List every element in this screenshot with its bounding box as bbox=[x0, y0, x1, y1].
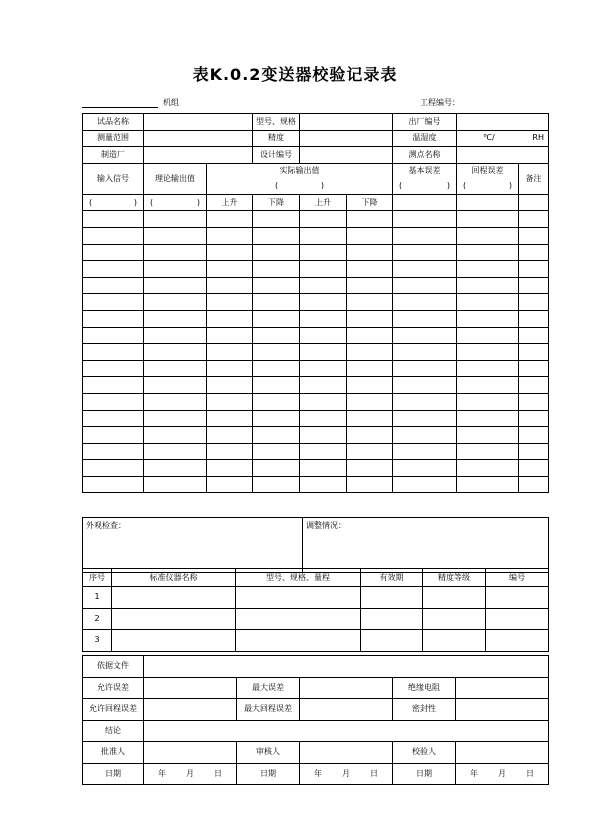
date-value-1[interactable]: 年 月 日 bbox=[144, 763, 237, 785]
standards-row-no: 1 bbox=[83, 587, 112, 609]
data-cell[interactable] bbox=[457, 377, 519, 394]
data-cell[interactable] bbox=[519, 443, 549, 460]
data-cell[interactable] bbox=[347, 476, 393, 493]
insulation-label: 绝缘电阻 bbox=[393, 677, 456, 699]
data-cell[interactable] bbox=[347, 310, 393, 327]
up-header-1: 上升 bbox=[207, 194, 253, 211]
data-cell[interactable] bbox=[300, 211, 347, 228]
data-cell[interactable] bbox=[83, 261, 144, 278]
data-cell[interactable] bbox=[393, 310, 457, 327]
standards-header: 型号、规格、量程 bbox=[236, 569, 361, 587]
data-cell[interactable] bbox=[207, 277, 253, 294]
data-cell[interactable] bbox=[300, 277, 347, 294]
data-cell[interactable] bbox=[300, 427, 347, 444]
approver-label: 批准人 bbox=[83, 742, 144, 764]
reviewer-value[interactable] bbox=[300, 742, 393, 764]
data-cell[interactable] bbox=[393, 427, 457, 444]
data-cell[interactable] bbox=[253, 277, 300, 294]
data-cell[interactable] bbox=[457, 393, 519, 410]
data-cell[interactable] bbox=[144, 277, 207, 294]
standards-row bbox=[83, 608, 549, 630]
data-cell[interactable] bbox=[519, 360, 549, 377]
data-cell[interactable] bbox=[393, 460, 457, 477]
data-cell[interactable] bbox=[457, 294, 519, 311]
data-cell[interactable] bbox=[207, 310, 253, 327]
data-cell[interactable] bbox=[83, 327, 144, 344]
data-cell[interactable] bbox=[253, 327, 300, 344]
data-cell[interactable] bbox=[393, 277, 457, 294]
data-cell[interactable] bbox=[144, 294, 207, 311]
standards-row-no: 3 bbox=[83, 630, 112, 652]
data-cell[interactable] bbox=[207, 377, 253, 394]
design-no-label: 设计编号 bbox=[253, 147, 300, 164]
data-cell[interactable] bbox=[519, 261, 549, 278]
data-cell[interactable] bbox=[457, 460, 519, 477]
standards-cell[interactable] bbox=[486, 608, 549, 630]
table-row bbox=[83, 327, 549, 344]
data-cell[interactable] bbox=[300, 377, 347, 394]
table-row bbox=[83, 460, 549, 477]
table-row bbox=[83, 427, 549, 444]
data-cell[interactable] bbox=[519, 277, 549, 294]
data-cell[interactable] bbox=[347, 277, 393, 294]
data-cell[interactable] bbox=[253, 427, 300, 444]
standards-header: 标准仪器名称 bbox=[112, 569, 236, 587]
standards-cell[interactable] bbox=[361, 630, 423, 652]
data-cell[interactable] bbox=[83, 310, 144, 327]
data-cell[interactable] bbox=[253, 227, 300, 244]
data-cell[interactable] bbox=[347, 227, 393, 244]
data-cell[interactable] bbox=[144, 211, 207, 228]
table-row bbox=[83, 443, 549, 460]
data-cell[interactable] bbox=[207, 244, 253, 261]
data-cell[interactable] bbox=[347, 360, 393, 377]
sealing-value[interactable] bbox=[456, 699, 549, 721]
data-cell[interactable] bbox=[519, 476, 549, 493]
sample-name-value[interactable] bbox=[144, 114, 253, 131]
standards-cell[interactable] bbox=[236, 630, 361, 652]
table-row bbox=[83, 294, 549, 311]
standards-header: 有效期 bbox=[361, 569, 423, 587]
data-cell[interactable] bbox=[393, 410, 457, 427]
factory-no-label: 出厂编号 bbox=[393, 114, 457, 131]
data-cell[interactable] bbox=[347, 344, 393, 361]
data-cell[interactable] bbox=[519, 294, 549, 311]
data-cell[interactable] bbox=[393, 377, 457, 394]
data-cell[interactable] bbox=[393, 476, 457, 493]
data-cell[interactable] bbox=[457, 443, 519, 460]
data-cell[interactable] bbox=[300, 294, 347, 311]
sample-name-label: 试品名称 bbox=[83, 114, 144, 131]
data-cell[interactable] bbox=[207, 410, 253, 427]
project-no-label: 工程编号： bbox=[420, 98, 460, 107]
data-cell[interactable] bbox=[457, 194, 519, 211]
table-row bbox=[83, 476, 549, 493]
data-cell[interactable] bbox=[83, 393, 144, 410]
down-header-2: 下降 bbox=[347, 194, 393, 211]
data-cell[interactable] bbox=[347, 377, 393, 394]
data-cell[interactable] bbox=[519, 194, 549, 211]
data-cell[interactable] bbox=[144, 310, 207, 327]
actual-output-header: 实际输出值 bbox=[207, 163, 393, 178]
standards-header: 编号 bbox=[486, 569, 549, 587]
data-cell[interactable] bbox=[393, 211, 457, 228]
insulation-value[interactable] bbox=[456, 677, 549, 699]
basic-error-unit[interactable]: ( ) bbox=[393, 178, 457, 194]
standards-cell[interactable] bbox=[361, 587, 423, 609]
table-row bbox=[83, 344, 549, 361]
standards-cell[interactable] bbox=[486, 587, 549, 609]
data-cell[interactable] bbox=[519, 310, 549, 327]
design-no-value[interactable] bbox=[300, 147, 393, 164]
data-cell[interactable] bbox=[207, 211, 253, 228]
data-cell[interactable] bbox=[207, 443, 253, 460]
data-cell[interactable] bbox=[144, 360, 207, 377]
data-cell[interactable] bbox=[83, 427, 144, 444]
temp-humidity-value[interactable] bbox=[457, 130, 549, 147]
data-cell[interactable] bbox=[83, 360, 144, 377]
data-cell[interactable] bbox=[83, 227, 144, 244]
date-value-2[interactable]: 年 月 日 bbox=[300, 763, 393, 785]
standards-cell[interactable] bbox=[112, 587, 236, 609]
data-cell[interactable] bbox=[253, 211, 300, 228]
data-cell[interactable] bbox=[347, 211, 393, 228]
data-cell[interactable] bbox=[253, 476, 300, 493]
allowed-hyst-value[interactable] bbox=[144, 699, 237, 721]
data-cell[interactable] bbox=[253, 261, 300, 278]
max-hyst-value[interactable] bbox=[300, 699, 393, 721]
data-cell[interactable] bbox=[347, 261, 393, 278]
actual-output-unit[interactable]: ( ) bbox=[207, 178, 393, 194]
data-cell[interactable] bbox=[347, 244, 393, 261]
point-name-value[interactable] bbox=[457, 147, 549, 164]
temp-humidity-label: 温湿度 bbox=[393, 130, 457, 147]
data-cell[interactable] bbox=[347, 410, 393, 427]
data-cell[interactable] bbox=[300, 227, 347, 244]
table-row bbox=[83, 393, 549, 410]
hysteresis-error-unit[interactable]: ( ) bbox=[457, 178, 519, 194]
data-cell[interactable] bbox=[207, 360, 253, 377]
standards-row bbox=[83, 587, 549, 609]
data-cell[interactable] bbox=[83, 294, 144, 311]
standards-row-no: 2 bbox=[83, 608, 112, 630]
data-cell[interactable] bbox=[83, 410, 144, 427]
allowed-hyst-label: 允许回程误差 bbox=[83, 699, 144, 721]
date-label-1: 日期 bbox=[83, 763, 144, 785]
data-cell[interactable] bbox=[300, 310, 347, 327]
data-cell[interactable] bbox=[393, 227, 457, 244]
notes-table bbox=[82, 517, 549, 573]
data-cell[interactable] bbox=[519, 244, 549, 261]
data-cell[interactable] bbox=[519, 327, 549, 344]
data-cell[interactable] bbox=[207, 261, 253, 278]
data-cell[interactable] bbox=[519, 344, 549, 361]
standards-cell[interactable] bbox=[112, 608, 236, 630]
approver-value[interactable] bbox=[144, 742, 237, 764]
data-cell[interactable] bbox=[393, 344, 457, 361]
adjustment-notes[interactable] bbox=[303, 518, 549, 573]
data-cell[interactable] bbox=[457, 310, 519, 327]
reviewer-label: 审核人 bbox=[237, 742, 300, 764]
data-cell[interactable] bbox=[300, 360, 347, 377]
data-cell[interactable] bbox=[83, 344, 144, 361]
table-row bbox=[83, 211, 549, 228]
data-cell[interactable] bbox=[144, 344, 207, 361]
data-cell[interactable] bbox=[300, 327, 347, 344]
data-cell[interactable] bbox=[457, 227, 519, 244]
data-cell[interactable] bbox=[519, 211, 549, 228]
data-cell[interactable] bbox=[83, 476, 144, 493]
date-value-3[interactable]: 年 月 日 bbox=[456, 763, 549, 785]
data-cell[interactable] bbox=[144, 327, 207, 344]
sealing-label: 密封性 bbox=[393, 699, 456, 721]
data-cell[interactable] bbox=[300, 244, 347, 261]
data-cell[interactable] bbox=[253, 294, 300, 311]
unit-label: 机组 bbox=[163, 98, 179, 107]
table-row bbox=[83, 410, 549, 427]
verifier-label: 校验人 bbox=[393, 742, 456, 764]
allowed-error-value[interactable] bbox=[144, 677, 237, 699]
standards-cell[interactable] bbox=[236, 608, 361, 630]
data-cell[interactable] bbox=[347, 460, 393, 477]
data-cell[interactable] bbox=[144, 476, 207, 493]
standards-cell[interactable] bbox=[423, 608, 486, 630]
data-cell[interactable] bbox=[457, 476, 519, 493]
conclusion-label: 结论 bbox=[83, 720, 144, 742]
data-cell[interactable] bbox=[144, 377, 207, 394]
data-cell[interactable] bbox=[519, 410, 549, 427]
table-row bbox=[83, 261, 549, 278]
data-cell[interactable] bbox=[253, 460, 300, 477]
appearance-check-label: 外观检查： bbox=[86, 521, 126, 530]
data-cell[interactable] bbox=[393, 393, 457, 410]
data-cell[interactable] bbox=[207, 294, 253, 311]
standards-cell[interactable] bbox=[112, 630, 236, 652]
table-row bbox=[83, 377, 549, 394]
basis-value[interactable] bbox=[144, 656, 549, 678]
point-name-label: 测点名称 bbox=[393, 147, 457, 164]
data-cell[interactable] bbox=[83, 460, 144, 477]
data-cell[interactable] bbox=[347, 427, 393, 444]
date-label-2: 日期 bbox=[237, 763, 300, 785]
basis-label: 依据文件 bbox=[83, 656, 144, 678]
data-cell[interactable] bbox=[393, 327, 457, 344]
data-cell[interactable] bbox=[207, 227, 253, 244]
data-cell[interactable] bbox=[347, 327, 393, 344]
footer-table bbox=[82, 655, 549, 785]
standards-cell[interactable] bbox=[423, 587, 486, 609]
accuracy-value[interactable] bbox=[300, 130, 393, 147]
table-row bbox=[83, 360, 549, 377]
down-header-1: 下降 bbox=[253, 194, 300, 211]
data-cell[interactable] bbox=[83, 277, 144, 294]
standards-row bbox=[83, 630, 549, 652]
input-signal-header: 输入信号 bbox=[83, 163, 144, 194]
date-label-3: 日期 bbox=[393, 763, 456, 785]
data-cell[interactable] bbox=[393, 360, 457, 377]
data-cell[interactable] bbox=[300, 393, 347, 410]
standards-cell[interactable] bbox=[423, 630, 486, 652]
data-cell[interactable] bbox=[457, 327, 519, 344]
data-cell[interactable] bbox=[83, 377, 144, 394]
data-cell[interactable] bbox=[207, 476, 253, 493]
temp-unit: ℃/ bbox=[483, 133, 495, 143]
remark-header: 备注 bbox=[519, 163, 549, 194]
data-cell[interactable] bbox=[207, 427, 253, 444]
appearance-check[interactable] bbox=[83, 518, 303, 573]
measure-range-value[interactable] bbox=[144, 130, 253, 147]
data-cell[interactable] bbox=[519, 460, 549, 477]
table-row bbox=[83, 310, 549, 327]
table-row bbox=[83, 277, 549, 294]
standards-cell[interactable] bbox=[486, 630, 549, 652]
data-cell[interactable] bbox=[144, 227, 207, 244]
verifier-value[interactable] bbox=[456, 742, 549, 764]
unit-blank-line bbox=[82, 107, 158, 108]
basic-error-header: 基本误差 bbox=[393, 163, 457, 178]
data-cell[interactable] bbox=[457, 277, 519, 294]
data-cell[interactable] bbox=[300, 410, 347, 427]
adjustment-label: 调整情况： bbox=[306, 521, 346, 530]
data-cell[interactable] bbox=[300, 344, 347, 361]
data-cell[interactable] bbox=[144, 460, 207, 477]
data-cell[interactable] bbox=[393, 443, 457, 460]
data-cell[interactable] bbox=[144, 244, 207, 261]
data-cell[interactable] bbox=[207, 327, 253, 344]
data-cell[interactable] bbox=[519, 427, 549, 444]
data-cell[interactable] bbox=[83, 244, 144, 261]
manufacturer-label: 制造厂 bbox=[83, 147, 144, 164]
conclusion-value[interactable] bbox=[144, 720, 549, 742]
data-cell[interactable] bbox=[83, 211, 144, 228]
data-cell[interactable] bbox=[519, 393, 549, 410]
data-cell[interactable] bbox=[83, 443, 144, 460]
table-row bbox=[83, 227, 549, 244]
factory-no-value[interactable] bbox=[457, 114, 549, 131]
data-cell[interactable] bbox=[144, 261, 207, 278]
data-cell[interactable] bbox=[519, 227, 549, 244]
model-spec-label: 型号、规格 bbox=[253, 114, 300, 131]
measure-range-label: 测量范围 bbox=[83, 130, 144, 147]
data-cell[interactable] bbox=[207, 460, 253, 477]
data-cell[interactable] bbox=[457, 344, 519, 361]
up-header-2: 上升 bbox=[300, 194, 347, 211]
theory-output-unit[interactable]: ( ) bbox=[144, 194, 207, 211]
rh-unit: RH bbox=[532, 133, 544, 143]
theory-output-header: 理论输出值 bbox=[144, 163, 207, 194]
data-cell[interactable] bbox=[393, 244, 457, 261]
data-cell[interactable] bbox=[300, 261, 347, 278]
data-cell[interactable] bbox=[144, 443, 207, 460]
data-cell[interactable] bbox=[457, 427, 519, 444]
input-signal-unit[interactable]: ( ) bbox=[83, 194, 144, 211]
data-cell[interactable] bbox=[144, 393, 207, 410]
data-cell[interactable] bbox=[253, 410, 300, 427]
data-cell[interactable] bbox=[300, 443, 347, 460]
model-spec-value[interactable] bbox=[300, 114, 393, 131]
data-cell[interactable] bbox=[253, 360, 300, 377]
data-cell[interactable] bbox=[253, 244, 300, 261]
data-cell[interactable] bbox=[347, 393, 393, 410]
data-cell[interactable] bbox=[300, 460, 347, 477]
standards-header: 精度等级 bbox=[423, 569, 486, 587]
data-cell[interactable] bbox=[253, 377, 300, 394]
standards-table bbox=[82, 568, 549, 652]
max-hyst-label: 最大回程误差 bbox=[237, 699, 300, 721]
max-error-label: 最大误差 bbox=[237, 677, 300, 699]
max-error-value[interactable] bbox=[300, 677, 393, 699]
data-cell[interactable] bbox=[393, 294, 457, 311]
data-cell[interactable] bbox=[393, 261, 457, 278]
data-cell[interactable] bbox=[457, 211, 519, 228]
table-row bbox=[83, 244, 549, 261]
data-cell[interactable] bbox=[457, 244, 519, 261]
data-cell[interactable] bbox=[457, 360, 519, 377]
allowed-error-label: 允许误差 bbox=[83, 677, 144, 699]
data-cell[interactable] bbox=[253, 344, 300, 361]
data-cell[interactable] bbox=[144, 410, 207, 427]
data-cell[interactable] bbox=[347, 294, 393, 311]
data-cell[interactable] bbox=[393, 194, 457, 211]
page-title: 表K.0.2变送器校验记录表 bbox=[192, 65, 398, 84]
data-cell[interactable] bbox=[519, 377, 549, 394]
data-cell[interactable] bbox=[207, 393, 253, 410]
hysteresis-error-header: 回程误差 bbox=[457, 163, 519, 178]
data-cell[interactable] bbox=[300, 476, 347, 493]
data-cell[interactable] bbox=[253, 393, 300, 410]
calibration-table bbox=[82, 113, 549, 493]
data-cell[interactable] bbox=[207, 344, 253, 361]
standards-cell[interactable] bbox=[361, 608, 423, 630]
standards-header: 序号 bbox=[83, 569, 112, 587]
data-cell[interactable] bbox=[253, 310, 300, 327]
data-cell[interactable] bbox=[253, 443, 300, 460]
data-cell[interactable] bbox=[144, 427, 207, 444]
data-cell[interactable] bbox=[457, 261, 519, 278]
manufacturer-value[interactable] bbox=[144, 147, 253, 164]
accuracy-label: 精度 bbox=[253, 130, 300, 147]
data-cell[interactable] bbox=[457, 410, 519, 427]
data-cell[interactable] bbox=[347, 443, 393, 460]
standards-cell[interactable] bbox=[236, 587, 361, 609]
